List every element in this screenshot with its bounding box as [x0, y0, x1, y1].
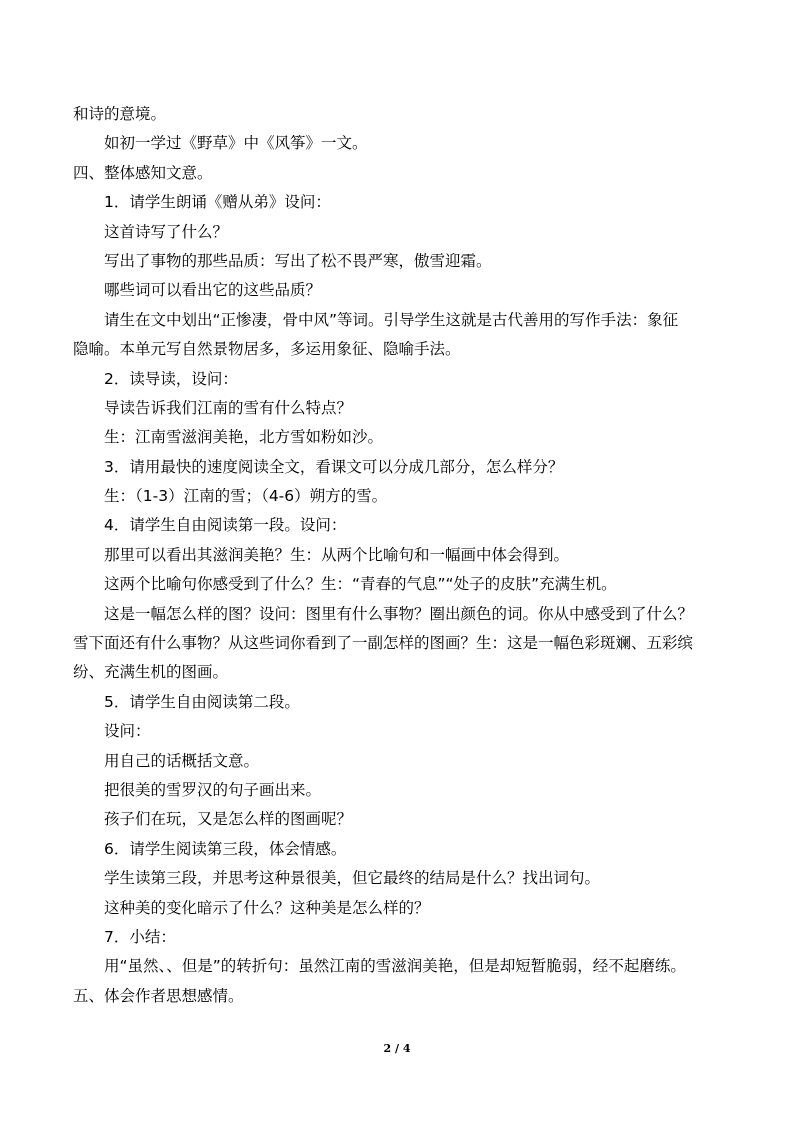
text-line: 用自己的话概括文意。	[104, 751, 260, 770]
text-line: 2．读导读，设问：	[104, 369, 238, 388]
text-line: 把很美的雪罗汉的句子画出来。	[104, 780, 322, 799]
text-line: 这种美的变化暗示了什么？这种美是怎么样的？	[104, 898, 430, 917]
text-line: 生：（1-3）江南的雪；（4-6）朔方的雪。	[104, 487, 388, 506]
text-line: 7．小结：	[104, 927, 176, 946]
text-line: 和诗的意境。	[73, 105, 167, 123]
text-line: 6．请学生阅读第三段，体会情感。	[104, 839, 347, 858]
text-line: 用“虽然、、但是”的转折句：虽然江南的雪滋润美艳，但是却短暂脆弱，经不起磨练。	[104, 957, 686, 976]
text-line: 四、整体感知文意。	[73, 163, 213, 182]
text-line: 哪些词可以看出它的这些品质？	[104, 281, 322, 300]
text-line: 写出了事物的那些品质：写出了松不畏严寒，傲雪迎霜。	[104, 251, 492, 270]
page-number: 2 / 4	[383, 1042, 411, 1055]
document-body	[73, 100, 723, 1011]
text-line: 那里可以看出其滋润美艳？生：从两个比喻句和一幅画中体会得到。	[104, 545, 570, 564]
text-line: 隐喻。本单元写自然景物居多，多运用象征、隐喻手法。	[73, 340, 461, 359]
text-line: 生：江南雪滋润美艳，北方雪如粉如沙。	[104, 428, 384, 447]
text-line: 这首诗写了什么？	[104, 222, 229, 241]
text-line: 孩子们在玩，又是怎么样的图画呢？	[104, 810, 353, 829]
text-line: 纷、充满生机的图画。	[73, 663, 229, 682]
text-line: 5．请学生自由阅读第二段。	[104, 692, 300, 711]
text-line: 3．请用最快的速度阅读全文，看课文可以分成几部分，怎么样分？	[104, 457, 564, 476]
text-line: 学生读第三段，并思考这种景很美，但它最终的结局是什么？找出词句。	[104, 869, 601, 888]
text-line: 五、体会作者思想感情。	[73, 986, 244, 1005]
text-line: 雪下面还有什么事物？从这些词你看到了一副怎样的图画？生：这是一幅色彩斑斓、五彩缤	[73, 634, 694, 653]
text-line: 这是一幅怎么样的图？设问：图里有什么事物？圈出颜色的词。你从中感受到了什么？	[104, 604, 694, 623]
text-line: 这两个比喻句你感受到了什么？生：“青春的气息”“处子的皮肤”充满生机。	[104, 575, 617, 594]
text-line: 导读告诉我们江南的雪有什么特点？	[104, 398, 353, 417]
text-line: 如初一学过《野草》中《风筝》一文。	[104, 134, 368, 153]
text-line: 1．请学生朗诵《赠从弟》设问：	[104, 193, 331, 212]
text-line: 请生在文中划出“正惨凄，骨中风”等词。引导学生这就是古代善用的写作手法：象征	[104, 310, 679, 329]
text-line: 4．请学生自由阅读第一段。设问：	[104, 516, 347, 535]
text-line: 设问：	[104, 722, 151, 741]
